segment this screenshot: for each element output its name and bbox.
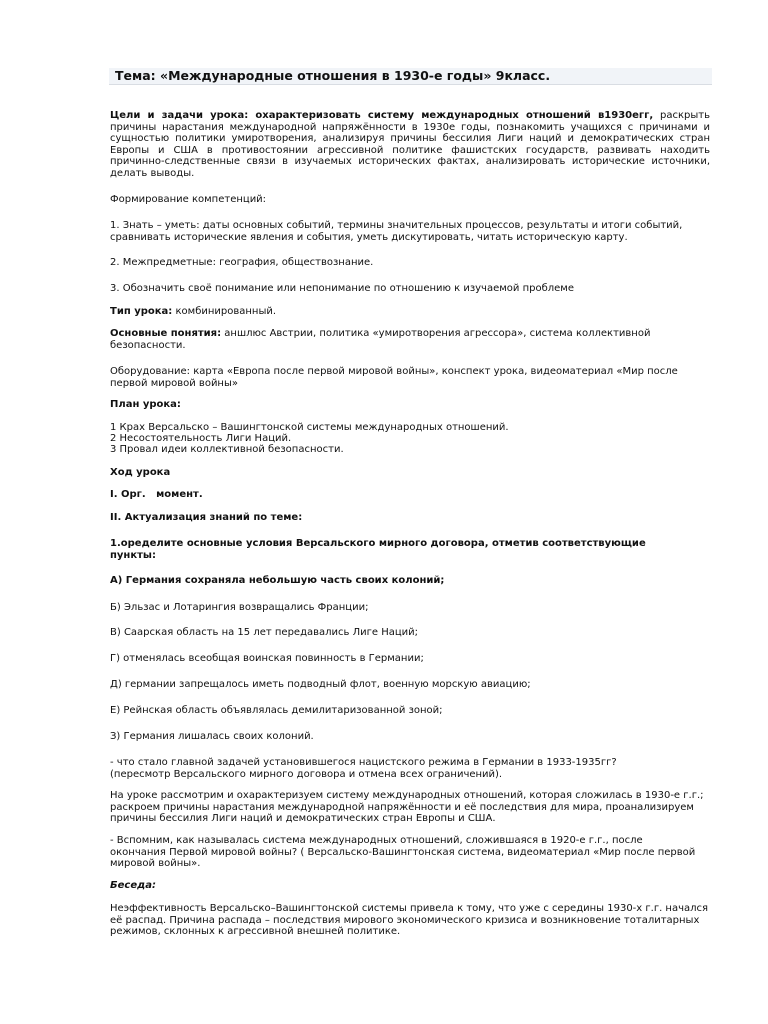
stage-2: II. Актуализация знаний по теме:	[110, 512, 303, 523]
option-a: А) Германия сохраняла небольшую часть своих колоний;	[110, 575, 445, 586]
concepts-label: Основные понятия:	[110, 328, 222, 339]
concepts	[110, 328, 710, 351]
goals-label: Цели и задачи урока: охарактеризовать систему международных отношений в1930егг,	[110, 110, 654, 121]
question-2: - Вспомним, как называлась система международных отношений, сложившаяся в 1920-е г.г., после окончания Первой мировой войны? ( Версальско-Вашингтонская система, видеоматериал «Мир после первой мировой войны».	[110, 835, 696, 870]
plan-item-2: 2 Несостоятельность Лиги Наций.	[110, 433, 292, 444]
option-v: В) Саарская область на 15 лет передавались Лиге Наций;	[110, 627, 419, 638]
question-1: - что стало главной задачей установившегося нацистского режима в Германии в 1933-1935гг? (пересмотр Версальского мирного договора и отмена всех ограничений).	[110, 757, 617, 780]
concepts-value: аншлюс Австрии, политика «умиротворения агрессора», система коллективной безопасности.	[110, 328, 651, 351]
competency-3: 3. Обозначить своё понимание или непонимание по отношению к изучаемой проблеме	[110, 283, 574, 294]
course-heading: Ход урока	[110, 467, 171, 478]
goals-text: раскрыть причины нарастания международной напряжённости в 1930е годы, познакомить учащихся с причинами и сущностью политики умиротворения, анализируя причины бессилия Лиги наций и демократических стран Европы и США в противостоянии агрессивной политике фашистских государств, развивать находить причинно-следственные связи в изучаемых исторических фактах, анализировать исторические источники, делать выводы.	[110, 110, 710, 179]
title-bar	[109, 68, 712, 85]
task-1: 1.оределите основные условия Версальского мирного договора, отметив соответствующие пункты:	[110, 538, 646, 561]
lesson-type-value: комбинированный.	[172, 306, 277, 317]
competency-1: 1. Знать – уметь: даты основных событий, термины значительных процессов, результаты и итоги событий, сравнивать исторические явления и события, уметь дискутировать, читать историческую карту.	[110, 220, 683, 243]
document-title: Тема: «Международные отношения в 1930-е годы» 9класс.	[115, 68, 551, 83]
plan-item-3: 3 Провал идеи коллективной безопасности.	[110, 444, 344, 455]
competency-2: 2. Межпредметные: география, обществознание.	[110, 257, 374, 268]
option-e: Е) Рейнская область объявлялась демилитаризованной зоной;	[110, 705, 443, 716]
option-z: З) Германия лишалась своих колоний.	[110, 731, 314, 742]
stage-1: I. Орг. момент.	[110, 489, 203, 500]
conversation-text: Неэффективность Версальско–Вашингтонской системы привела к тому, что уже с середины 1930-х г.г. начался её распад. Причина распада – последствия мирового экономического кризиса и возникновение тоталитарных режимов, склонных к агрессивной внешней политике.	[110, 903, 709, 938]
option-d: Д) германии запрещалось иметь подводный флот, военную морскую авиацию;	[110, 679, 531, 690]
lesson-intro: На уроке рассмотрим и охарактеризуем систему международных отношений, которая сложилась в 1930-е г.г.; раскроем причины нарастания международной напряжённости и её последствия для мира, проанализируем причины бессилия Лиги наций и демократических стран Европы и США.	[110, 790, 704, 825]
plan-item-1: 1 Крах Версальско – Вашингтонской системы международных отношений.	[110, 422, 509, 433]
option-g: Г) отменялась всеобщая воинская повинность в Германии;	[110, 653, 424, 664]
plan-heading: План урока:	[110, 399, 181, 410]
lesson-type	[110, 306, 276, 318]
option-b: Б) Эльзас и Лотарингия возвращались Франции;	[110, 602, 369, 613]
conversation-heading: Беседа:	[110, 880, 156, 891]
competencies-heading: Формирование компетенций:	[110, 194, 267, 205]
equipment: Оборудование: карта «Европа после первой мировой войны», конспект урока, видеоматериал «Мир после первой мировой войны»	[110, 366, 678, 389]
goals-paragraph	[110, 110, 710, 180]
lesson-type-label: Тип урока:	[110, 306, 173, 317]
